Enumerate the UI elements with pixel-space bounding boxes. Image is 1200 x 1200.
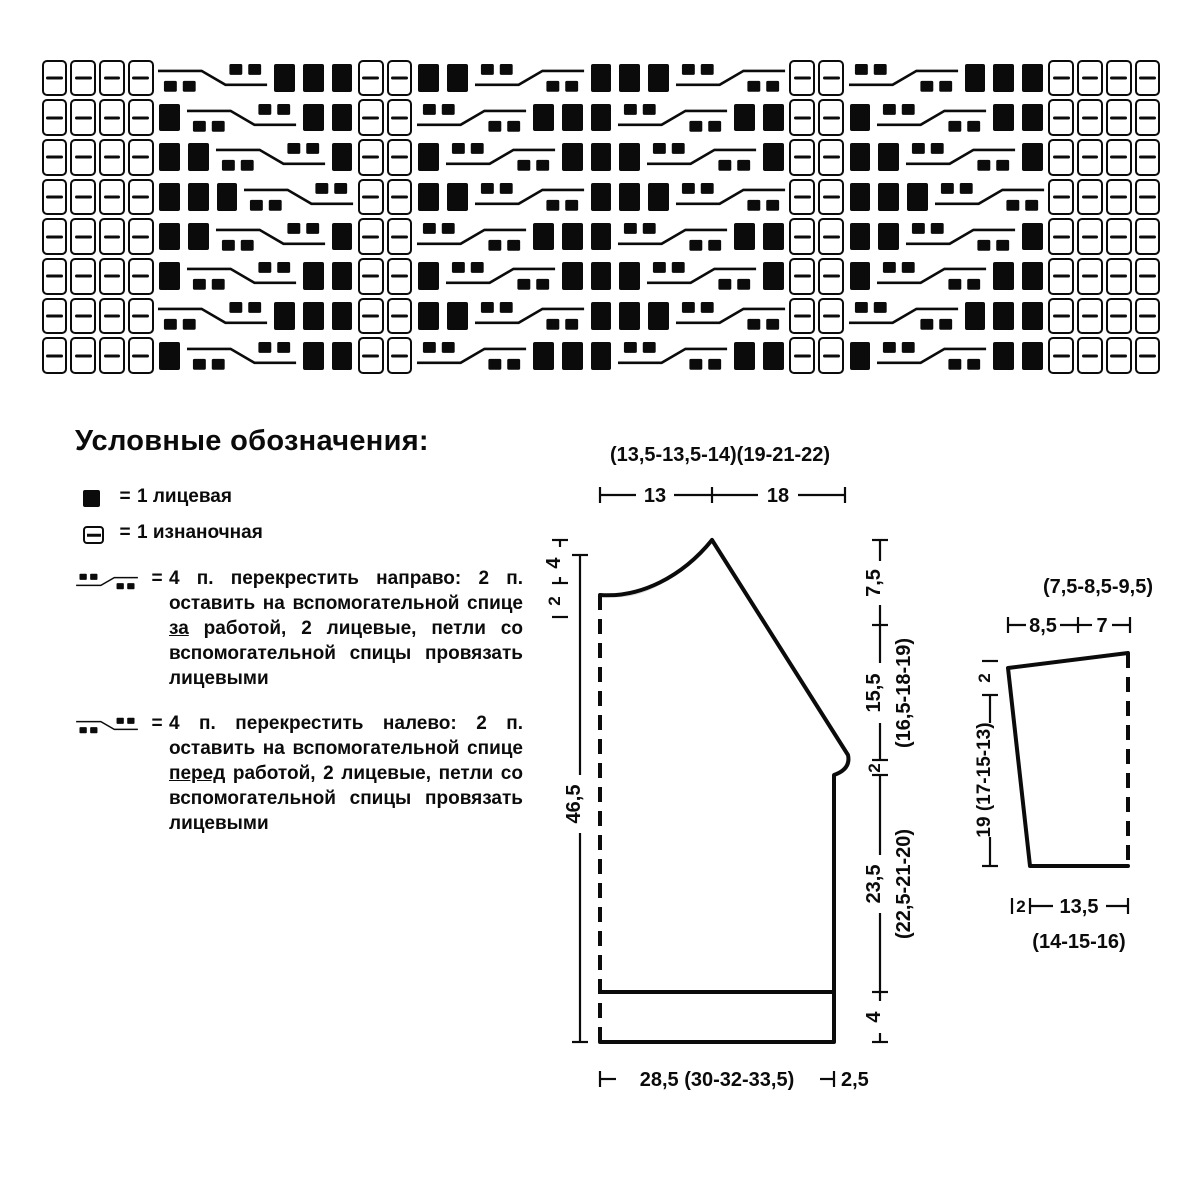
purl-stitch-cell [99,218,125,255]
knit-stitch-cell [846,177,875,217]
purl-stitch-cell [789,179,815,216]
knit-stitch-cell [328,98,357,138]
knit-stitch-cell [328,217,357,257]
purl-stitch-cell [70,99,96,136]
sleeve-schematic [950,565,1200,965]
knit-stitch-cell [587,336,616,376]
knit-stitch-cell [558,336,587,376]
legend-item-cable-right [75,566,523,691]
body-outline [600,540,848,1042]
cable-right-cell [932,177,1047,217]
armhole-step-label: 2 [865,763,884,773]
sleeve-bottom-width-label: 13,5 [1059,896,1099,918]
purl-stitch-cell [99,337,125,374]
knit-stitch-cell [299,256,328,296]
knit-stitch-cell [730,98,759,138]
knit-stitch-cell [529,217,558,257]
cable-left-cell [213,217,328,257]
purl-stitch-cell [128,218,154,255]
side-length-label: 23,5 [863,864,885,904]
cable-right-cell [673,296,788,336]
body-schematic [520,435,950,1100]
cable-left-cell [184,256,299,296]
knit-stitch-cell [846,137,875,177]
purl-stitch-cell [1135,218,1161,255]
purl-stitch-cell [358,337,384,374]
purl-stitch-cell [99,258,125,295]
purl-stitch-cell [42,337,68,374]
purl-stitch-cell [358,179,384,216]
knit-stitch-cell [989,256,1018,296]
knit-stitch-cell [989,98,1018,138]
purl-stitch-cell [1048,60,1074,97]
knit-stitch-cell [155,177,184,217]
sleeve-size-line-label: (7,5-8,5-9,5) [1042,576,1154,598]
knit-stitch-cell [184,177,213,217]
knit-stitch-cell [587,58,616,98]
knit-stitch-cell [874,137,903,177]
knit-stitch-cell [414,256,443,296]
cable-right-cell [615,336,730,376]
knit-stitch-cell [587,296,616,336]
knit-stitch-cell [270,296,299,336]
cable-left-cell [155,58,270,98]
cable-right-cell [472,296,587,336]
knit-stitch-cell [846,98,875,138]
purl-stitch-cell [789,60,815,97]
purl-stitch-cell [1106,99,1132,136]
purl-stitch-cell [1048,298,1074,335]
purl-stitch-cell [1106,179,1132,216]
purl-stitch-cell [128,258,154,295]
cable-right-cell [615,217,730,257]
knit-stitch-cell [299,98,328,138]
purl-stitch-cell [818,258,844,295]
shoulder-drop-label: 7,5 [863,569,885,597]
purl-stitch-cell [789,337,815,374]
knit-stitch-cell [1018,98,1047,138]
knit-stitch-cell [730,336,759,376]
knit-stitch-cell [213,177,242,217]
purl-stitch-cell [1135,337,1161,374]
cable-right-cell [443,256,558,296]
purl-stitch-cell [358,298,384,335]
cable-right-cell [673,177,788,217]
purl-stitch-cell [70,298,96,335]
cable-right-cell [846,296,961,336]
purl-stitch-cell [1106,298,1132,335]
knit-stitch-cell [759,217,788,257]
purl-stitch-cell [387,337,413,374]
purl-stitch-cell [1106,218,1132,255]
legend-text-knit: 1 лицевая [137,486,232,507]
cable-right-cell [874,336,989,376]
purl-stitch-cell [818,60,844,97]
cable-left-cell [241,177,356,217]
knit-stitch-cell [414,296,443,336]
legend-text-purl: 1 изнаночная [137,522,263,544]
knit-stitch-cell [644,58,673,98]
neck-band-label: 2 [545,596,564,606]
purl-stitch-cell [1077,179,1103,216]
cable-left-cell [184,98,299,138]
knit-stitch-cell [443,58,472,98]
knit-stitch-cell [615,256,644,296]
knit-stitch-cell [1018,296,1047,336]
purl-stitch-cell [818,99,844,136]
purl-stitch-cell [70,337,96,374]
purl-stitch-cell [70,60,96,97]
purl-stitch-cell [1135,139,1161,176]
cable-right-cell [903,137,1018,177]
equals-sign: = [151,568,163,590]
knit-stitch-cell [961,296,990,336]
purl-stitch-cell [358,99,384,136]
sleeve-length-label: 19 (17-15-13) [974,722,995,838]
purl-stitch-cell [1106,337,1132,374]
armhole-sizes-label: (16,5-18-19) [893,637,915,749]
cable-right-cell [874,98,989,138]
purl-stitch-cell [1106,139,1132,176]
purl-stitch-cell [128,298,154,335]
knit-stitch-cell [529,336,558,376]
knit-stitch-cell [270,58,299,98]
neck-width-label: 13 [643,485,667,507]
purl-stitch-cell [1135,258,1161,295]
knit-stitch-cell [1018,58,1047,98]
knit-stitch-cell [846,217,875,257]
knit-stitch-cell [1018,336,1047,376]
purl-stitch-cell [1106,258,1132,295]
cable-left-cell [155,296,270,336]
purl-stitch-cell [99,99,125,136]
sleeve-outline [1008,653,1128,866]
knitting-chart [40,58,1162,364]
knit-stitch-cell [903,177,932,217]
purl-stitch-cell [358,60,384,97]
knit-stitch-cell [587,177,616,217]
sleeve-measurements [974,576,1153,953]
purl-stitch-cell [42,298,68,335]
purl-stitch-cell [1106,60,1132,97]
knit-stitch-cell [155,137,184,177]
legend-text-cable-right: 4 п. перекрестить направо: 2 п. оставить на вспомогательной спице за работой, 2 лицевые, петли со вспомогательной спицы провязать лицевыми [169,568,523,690]
sleeve-width-left-label: 8,5 [1029,615,1057,637]
cable-right-cell [903,217,1018,257]
knit-stitch-cell [961,58,990,98]
purl-stitch-cell [99,139,125,176]
knit-stitch-cell [414,177,443,217]
cable-right-cell [644,137,759,177]
purl-stitch-cell [358,139,384,176]
knit-stitch-cell [328,137,357,177]
cable-left-icon [75,715,139,736]
equals-sign: = [119,522,131,544]
purl-stitch-cell [128,139,154,176]
knit-stitch-cell [1018,137,1047,177]
knit-stitch-cell [846,256,875,296]
purl-stitch-cell [128,337,154,374]
knit-stitch-cell [155,217,184,257]
purl-stitch-cell [1077,60,1103,97]
sleeve-width-right-label: 7 [1096,615,1108,637]
knit-stitch-cell [587,256,616,296]
knit-stitch-cell [558,256,587,296]
cable-right-cell [472,177,587,217]
cable-right-cell [846,58,961,98]
purl-stitch-cell [789,139,815,176]
purl-stitch-cell [70,258,96,295]
knit-stitch-cell [759,336,788,376]
knit-stitch-cell [615,137,644,177]
purl-stitch-cell [70,179,96,216]
knit-stitch-cell [184,217,213,257]
knit-stitch-cell [414,58,443,98]
knit-stitch-cell [184,137,213,177]
purl-stitch-cell [42,218,68,255]
purl-stitch-cell [818,298,844,335]
purl-stitch-cell [128,179,154,216]
purl-stitch-cell [789,99,815,136]
neckline-shading [600,540,712,597]
purl-stitch-cell [1048,99,1074,136]
purl-stitch-cell [1077,139,1103,176]
purl-stitch-cell [1077,218,1103,255]
knit-stitch-cell [299,58,328,98]
knit-stitch-cell [328,336,357,376]
purl-stitch-cell [99,298,125,335]
purl-stitch-cell [387,99,413,136]
purl-stitch-cell [789,298,815,335]
equals-sign: = [151,712,163,734]
purl-stitch-cell [1077,258,1103,295]
cable-right-cell [472,58,587,98]
knit-stitch-cell [299,336,328,376]
sleeve-bottom-edge-label: 2 [1016,897,1026,916]
legend-title: Условные обозначения: [75,425,429,457]
purl-stitch-cell [42,258,68,295]
legend [75,425,523,840]
cable-right-cell [414,217,529,257]
purl-stitch-cell [818,218,844,255]
legend-text-cable-left: 4 п. перекрестить налево: 2 п. оставить на вспомогательной спице перед работой, 2 лицевые, петли со вспомогательной спицы провязать лицевыми [169,712,523,834]
knit-stitch-cell [989,296,1018,336]
purl-stitch-cell [387,60,413,97]
purl-stitch-cell [818,139,844,176]
knit-stitch-cell [529,98,558,138]
knit-stitch-cell [328,256,357,296]
cable-right-cell [615,98,730,138]
shoulder-width-label: 18 [766,485,790,507]
purl-stitch-cell [1048,258,1074,295]
knit-stitch-cell [587,217,616,257]
seam-label: 2,5 [841,1069,869,1091]
knit-stitch-cell [558,98,587,138]
purl-stitch-cell [42,179,68,216]
knit-stitch-cell [1018,217,1047,257]
rib-height-label: 4 [863,1011,885,1023]
purl-stitch-cell [818,337,844,374]
purl-stitch-cell [1135,179,1161,216]
legend-item-cable-left [75,711,523,836]
purl-stitch-cell [1077,337,1103,374]
purl-stitch-cell [358,258,384,295]
knit-stitch-cell [558,137,587,177]
knit-stitch-cell [615,58,644,98]
knit-stitch-cell [328,58,357,98]
neck-depth-label: 4 [543,557,565,569]
sleeve-top-edge-label: 2 [975,673,994,683]
purl-stitch-cell [387,258,413,295]
knit-stitch-cell [587,137,616,177]
purl-stitch-cell [42,139,68,176]
legend-item-knit [75,484,523,511]
cable-right-cell [673,58,788,98]
cable-right-cell [443,137,558,177]
knit-stitch-cell [587,98,616,138]
cable-left-cell [184,336,299,376]
purl-stitch-cell [789,218,815,255]
purl-stitch-cell [1048,139,1074,176]
equals-sign: = [119,486,131,507]
purl-stitch-cell [387,298,413,335]
knit-stitch-cell [644,177,673,217]
knit-stitch-cell [615,177,644,217]
knit-stitch-cell [846,336,875,376]
purl-stitch-cell [1135,60,1161,97]
knit-stitch-cell [644,296,673,336]
knit-stitch-cell [759,137,788,177]
sleeve-bottom-sizes-label: (14-15-16) [1032,931,1126,953]
bottom-width-label: 28,5 (30-32-33,5) [639,1069,795,1091]
cable-right-icon [75,571,139,592]
purl-stitch-cell [1048,218,1074,255]
knit-stitch-cell [874,177,903,217]
purl-stitch-cell [42,99,68,136]
purl-stitch-cell [99,60,125,97]
knit-stitch-cell [155,336,184,376]
body-size-line-label: (13,5-13,5-14)(19-21-22) [609,444,831,466]
purl-stitch-cell [128,99,154,136]
knit-stitch-cell [989,58,1018,98]
knit-stitch-cell [1018,256,1047,296]
knit-stitch-cell [759,256,788,296]
purl-stitch-cell [387,179,413,216]
knit-stitch-cell [328,296,357,336]
purl-stitch-cell [358,218,384,255]
cable-right-cell [414,336,529,376]
knit-stitch-cell [558,217,587,257]
knit-stitch-cell [874,217,903,257]
purl-stitch-cell [99,179,125,216]
purl-stitch-cell [70,139,96,176]
purl-stitch-cell [70,218,96,255]
knit-stitch-cell [759,98,788,138]
purl-stitch-cell [1048,337,1074,374]
purl-stitch-cell [1077,99,1103,136]
knit-stitch-cell [443,296,472,336]
knit-stitch-cell [155,256,184,296]
cable-right-cell [414,98,529,138]
knit-stitch-cell [299,296,328,336]
knit-stitch-cell [443,177,472,217]
knit-stitch-cell [155,98,184,138]
cable-right-cell [644,256,759,296]
armhole-depth-label: 15,5 [863,673,885,713]
knit-stitch-cell [989,336,1018,376]
side-sizes-label: (22,5-21-20) [893,828,915,940]
purl-stitch-cell [1048,179,1074,216]
total-height-label: 46,5 [563,784,585,824]
cable-right-cell [874,256,989,296]
purl-stitch-icon [83,526,104,544]
cable-left-cell [213,137,328,177]
knit-stitch-cell [730,217,759,257]
knit-stitch-cell [414,137,443,177]
purl-stitch-cell [387,139,413,176]
purl-stitch-cell [1077,298,1103,335]
knit-stitch-cell [615,296,644,336]
purl-stitch-cell [818,179,844,216]
purl-stitch-cell [387,218,413,255]
purl-stitch-cell [1135,298,1161,335]
purl-stitch-cell [789,258,815,295]
purl-stitch-cell [42,60,68,97]
legend-item-purl [75,520,523,547]
knit-stitch-icon [83,490,100,507]
purl-stitch-cell [128,60,154,97]
purl-stitch-cell [1135,99,1161,136]
